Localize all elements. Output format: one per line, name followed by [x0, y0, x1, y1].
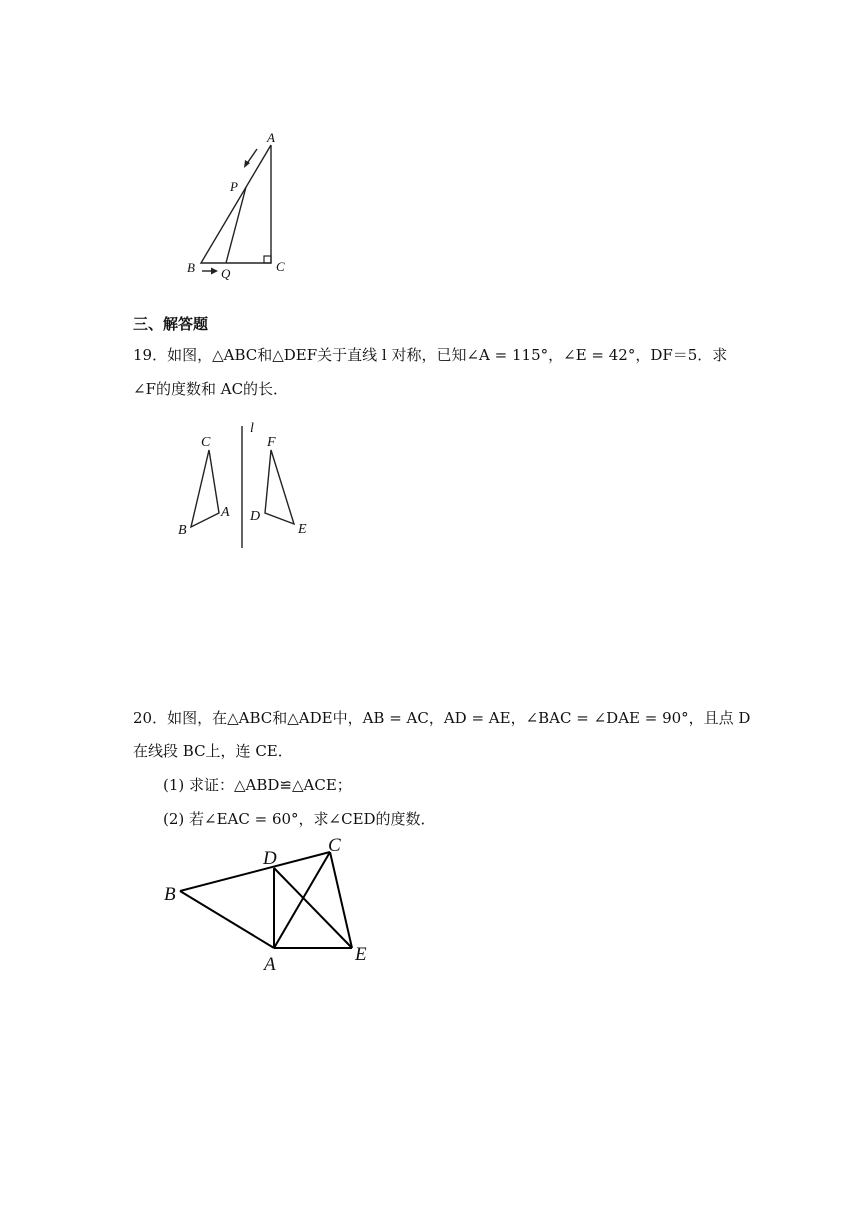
label-f: F — [267, 435, 276, 450]
triangle-abc — [201, 145, 271, 263]
section-heading: 三、解答题 — [133, 315, 209, 333]
label-l: l — [250, 421, 254, 436]
label-c: C — [328, 835, 341, 856]
label-c: C — [276, 259, 285, 274]
label-a: A — [264, 954, 276, 975]
label-d: D — [250, 509, 261, 524]
label-b: B — [164, 884, 176, 905]
q19-line2: ∠F的度数和 AC的长． — [133, 380, 289, 398]
segment-ac — [274, 852, 330, 948]
label-b: B — [187, 260, 195, 275]
label-p: P — [230, 179, 238, 194]
q20-line2: 在线段 BC上，连 CE． — [133, 742, 293, 760]
q20-part2: (2) 若∠EAC = 60°，求∠CED的度数． — [163, 810, 436, 828]
label-d: D — [263, 848, 277, 869]
segment-ab — [180, 891, 274, 948]
segment-pq — [226, 187, 246, 263]
segment-bc — [180, 852, 330, 891]
q19-line1: 19．如图，△ABC和△DEF关于直线 l 对称，已知∠A = 115°，∠E = 42°，DF＝5．求 — [133, 346, 728, 364]
label-q: Q — [221, 266, 231, 281]
label-e: E — [298, 522, 307, 537]
right-angle-mark — [264, 256, 271, 263]
q20-part1: (1) 求证：△ABD≌△ACE； — [163, 776, 352, 794]
figure-moving-points — [180, 125, 310, 285]
label-e: E — [355, 944, 367, 965]
label-a: A — [267, 130, 275, 145]
q20-line1: 20．如图，在△ABC和△ADE中，AB = AC，AD = AE，∠BAC = ∠DAE = 90°，且点 D — [133, 709, 751, 727]
figure-symmetric-triangles — [170, 418, 330, 558]
label-b: B — [178, 523, 187, 538]
label-c: C — [201, 435, 211, 450]
figure-congruent-triangles — [160, 832, 380, 982]
triangle-abc — [191, 450, 219, 527]
triangle-def — [265, 450, 294, 524]
label-a: A — [221, 505, 230, 520]
segment-ce — [330, 852, 352, 948]
